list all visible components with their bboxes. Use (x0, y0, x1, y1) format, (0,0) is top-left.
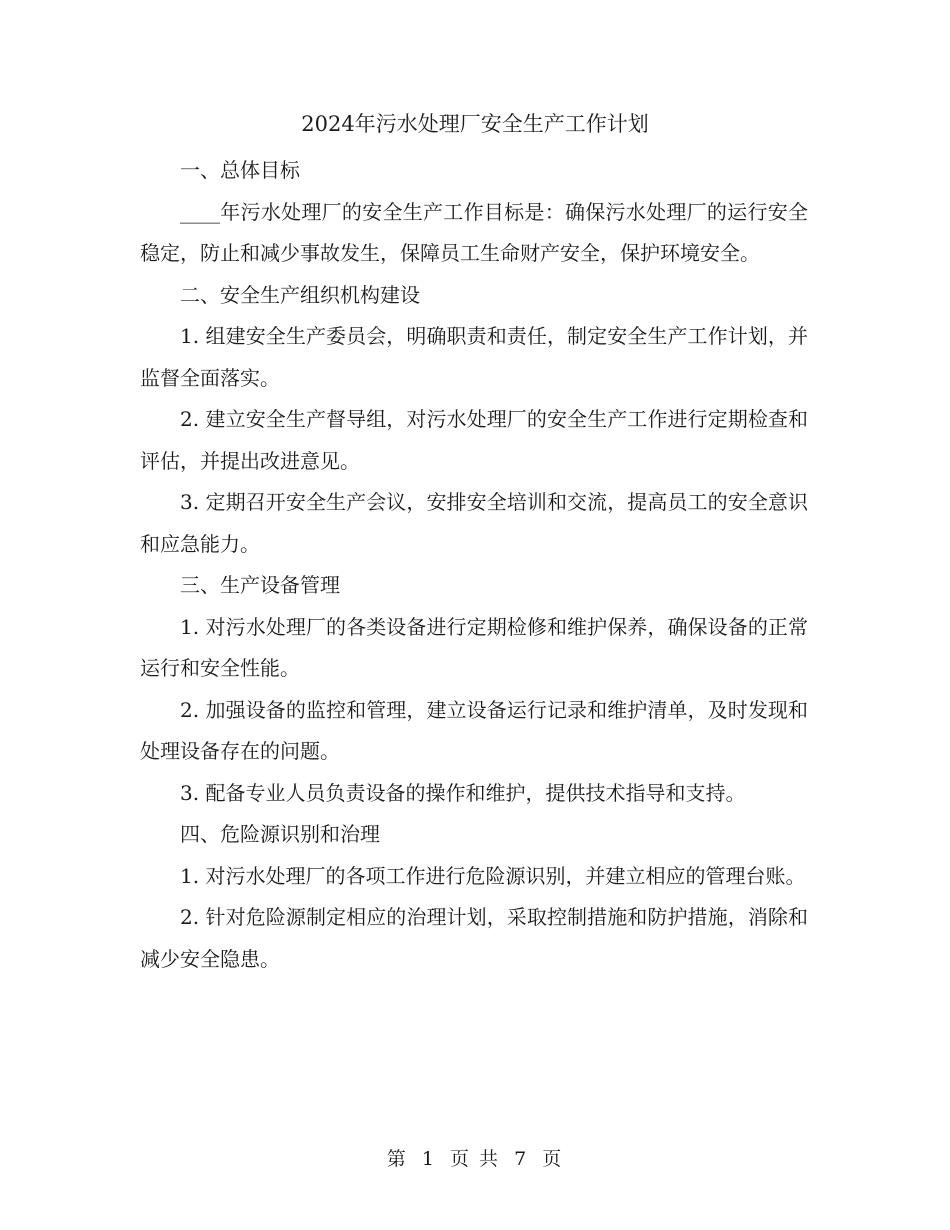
paragraph-goal-text: ____年污水处理厂的安全生产工作目标是：确保污水处理厂的运行安全稳定，防止和减少事故发生，保障员工生命财产安全，保护环境安全。 (140, 199, 808, 265)
heading-hazards: 四、危险源识别和治理 (180, 822, 380, 846)
document-title: 2024年污水处理厂安全生产工作计划 (301, 112, 649, 136)
footer-suffix: 页 (542, 1148, 564, 1170)
heading-equipment: 三、生产设备管理 (180, 573, 340, 597)
paragraph-hazards-2: 2. 针对危险源制定相应的治理计划，采取控制措施和防护措施，消除和减少安全隐患。 (140, 905, 808, 971)
paragraph-equipment-2: 2. 加强设备的监控和管理，建立设备运行记录和维护清单，及时发现和处理设备存在的问题。 (140, 697, 808, 763)
heading-organization: 二、安全生产组织机构建设 (180, 282, 420, 307)
paragraph-organization-3: 3. 定期召开安全生产会议，安排安全培训和交流，提高员工的安全意识和应急能力。 (140, 490, 808, 556)
paragraph-equipment-3: 3. 配备专业人员负责设备的操作和维护，提供技术指导和支持。 (180, 780, 746, 805)
document-body (140, 150, 808, 980)
footer-prefix: 第 (386, 1148, 408, 1170)
paragraph-hazards-1: 1. 对污水处理厂的各项工作进行危险源识别，并建立相应的管理台账。 (180, 863, 806, 888)
paragraph-organization-1: 1. 组建安全生产委员会，明确职责和责任，制定安全生产工作计划，并监督全面落实。 (140, 324, 808, 390)
footer-total-pages: 7 (514, 1148, 529, 1170)
paragraph-organization-2: 2. 建立安全生产督导组，对污水处理厂的安全生产工作进行定期检查和评估，并提出改进意见。 (140, 407, 808, 473)
page-footer (0, 1142, 950, 1176)
paragraph-equipment-1: 1. 对污水处理厂的各类设备进行定期检修和维护保养，确保设备的正常运行和安全性能。 (140, 614, 808, 680)
heading-overall-goal: 一、总体目标 (180, 158, 300, 182)
footer-page-number: 1 (421, 1148, 436, 1170)
footer-middle: 页 共 (449, 1148, 501, 1170)
